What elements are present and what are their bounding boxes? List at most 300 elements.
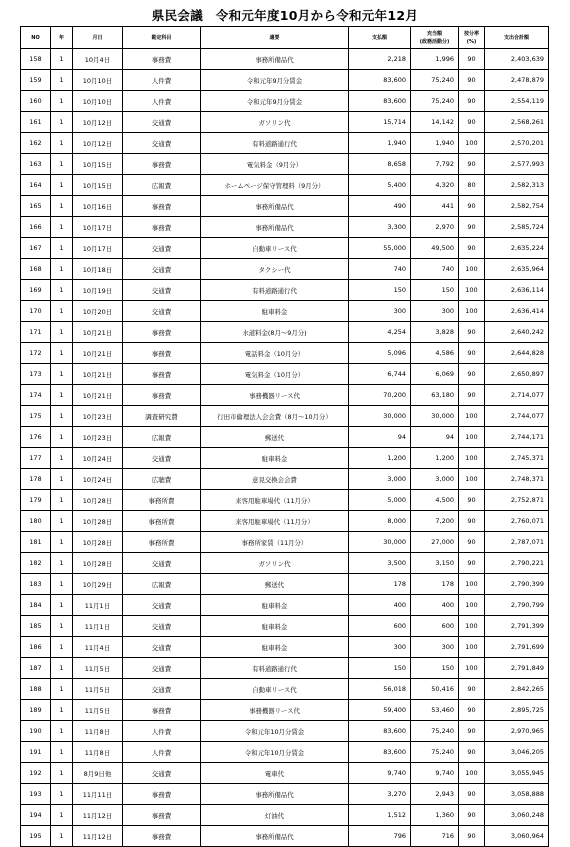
cell-date: 10月28日	[73, 532, 123, 553]
expense-ledger-table	[20, 26, 549, 847]
cell-description: 意見交換会会費	[201, 469, 349, 490]
cell-cumulative: 2,582,313	[485, 175, 549, 196]
cell-no: 175	[21, 406, 51, 427]
table-row	[21, 238, 549, 259]
cell-allocated: 7,792	[411, 154, 459, 175]
cell-year: 1	[51, 742, 73, 763]
cell-year: 1	[51, 511, 73, 532]
header-cumulative: 支出合計額	[485, 27, 549, 49]
table-row	[21, 700, 549, 721]
cell-year: 1	[51, 826, 73, 847]
cell-year: 1	[51, 259, 73, 280]
cell-description: ガソリン代	[201, 112, 349, 133]
cell-category: 交通費	[123, 616, 201, 637]
cell-cumulative: 2,585,724	[485, 217, 549, 238]
header-category: 勘定科目	[123, 27, 201, 49]
cell-ratio: 90	[459, 742, 485, 763]
cell-cumulative: 3,046,205	[485, 742, 549, 763]
cell-category: 人件費	[123, 70, 201, 91]
table-row	[21, 574, 549, 595]
cell-date: 11月5日	[73, 658, 123, 679]
table-row	[21, 742, 549, 763]
table-row	[21, 511, 549, 532]
cell-no: 162	[21, 133, 51, 154]
cell-date: 11月8日	[73, 721, 123, 742]
cell-ratio: 90	[459, 511, 485, 532]
table-row	[21, 217, 549, 238]
cell-category: 交通費	[123, 259, 201, 280]
cell-no: 160	[21, 91, 51, 112]
cell-category: 事務費	[123, 343, 201, 364]
table-row	[21, 112, 549, 133]
cell-description: 電気料金（10月分）	[201, 364, 349, 385]
cell-payment: 15,714	[349, 112, 411, 133]
table-header-row	[21, 27, 549, 49]
table-row	[21, 301, 549, 322]
cell-no: 184	[21, 595, 51, 616]
cell-date: 10月21日	[73, 364, 123, 385]
cell-no: 187	[21, 658, 51, 679]
cell-allocated: 3,000	[411, 469, 459, 490]
cell-ratio: 100	[459, 574, 485, 595]
cell-date: 11月5日	[73, 700, 123, 721]
table-row	[21, 763, 549, 784]
cell-year: 1	[51, 406, 73, 427]
cell-no: 181	[21, 532, 51, 553]
cell-year: 1	[51, 595, 73, 616]
cell-category: 交通費	[123, 301, 201, 322]
cell-no: 169	[21, 280, 51, 301]
cell-no: 189	[21, 700, 51, 721]
cell-date: 11月8日	[73, 742, 123, 763]
cell-ratio: 90	[459, 217, 485, 238]
cell-date: 10月10日	[73, 70, 123, 91]
cell-cumulative: 2,895,725	[485, 700, 549, 721]
cell-description: 事務所備品代	[201, 784, 349, 805]
cell-category: 事務所費	[123, 532, 201, 553]
table-row	[21, 322, 549, 343]
cell-year: 1	[51, 784, 73, 805]
table-row	[21, 637, 549, 658]
cell-category: 交通費	[123, 679, 201, 700]
cell-description: 事務所家賃（11月分）	[201, 532, 349, 553]
cell-category: 交通費	[123, 637, 201, 658]
cell-payment: 8,658	[349, 154, 411, 175]
table-row	[21, 385, 549, 406]
table-row	[21, 826, 549, 847]
cell-no: 195	[21, 826, 51, 847]
cell-cumulative: 2,478,879	[485, 70, 549, 91]
cell-year: 1	[51, 490, 73, 511]
cell-no: 170	[21, 301, 51, 322]
cell-description: 駐車料金	[201, 595, 349, 616]
cell-allocated: 600	[411, 616, 459, 637]
cell-year: 1	[51, 70, 73, 91]
cell-ratio: 100	[459, 637, 485, 658]
cell-description: 令和元年10月分賃金	[201, 742, 349, 763]
cell-no: 172	[21, 343, 51, 364]
cell-date: 10月28日	[73, 490, 123, 511]
cell-date: 10月16日	[73, 196, 123, 217]
cell-year: 1	[51, 637, 73, 658]
header-ratio-line1: 按分率	[463, 30, 479, 37]
header-payment: 支払額	[349, 27, 411, 49]
cell-no: 165	[21, 196, 51, 217]
cell-cumulative: 2,650,897	[485, 364, 549, 385]
cell-payment: 6,744	[349, 364, 411, 385]
table-row	[21, 343, 549, 364]
cell-no: 161	[21, 112, 51, 133]
cell-allocated: 3,828	[411, 322, 459, 343]
cell-payment: 94	[349, 427, 411, 448]
cell-allocated: 75,240	[411, 91, 459, 112]
table-row	[21, 784, 549, 805]
cell-payment: 1,512	[349, 805, 411, 826]
cell-date: 10月17日	[73, 238, 123, 259]
cell-cumulative: 2,791,849	[485, 658, 549, 679]
cell-category: 人件費	[123, 742, 201, 763]
cell-no: 179	[21, 490, 51, 511]
table-row	[21, 49, 549, 70]
cell-no: 177	[21, 448, 51, 469]
cell-category: 広報費	[123, 175, 201, 196]
cell-payment: 3,300	[349, 217, 411, 238]
cell-payment: 70,200	[349, 385, 411, 406]
cell-year: 1	[51, 448, 73, 469]
cell-payment: 56,018	[349, 679, 411, 700]
cell-ratio: 90	[459, 322, 485, 343]
cell-year: 1	[51, 112, 73, 133]
cell-year: 1	[51, 763, 73, 784]
cell-cumulative: 2,970,965	[485, 721, 549, 742]
table-row	[21, 805, 549, 826]
cell-cumulative: 2,570,201	[485, 133, 549, 154]
cell-ratio: 100	[459, 280, 485, 301]
cell-date: 10月23日	[73, 427, 123, 448]
cell-ratio: 90	[459, 805, 485, 826]
header-year: 年	[51, 27, 73, 49]
cell-year: 1	[51, 469, 73, 490]
cell-year: 1	[51, 385, 73, 406]
cell-ratio: 90	[459, 532, 485, 553]
cell-year: 1	[51, 49, 73, 70]
cell-description: 駐車料金	[201, 301, 349, 322]
cell-ratio: 100	[459, 616, 485, 637]
cell-date: 10月21日	[73, 343, 123, 364]
cell-ratio: 100	[459, 595, 485, 616]
cell-description: 水道料金(8月～9月分)	[201, 322, 349, 343]
cell-cumulative: 2,748,371	[485, 469, 549, 490]
cell-date: 10月29日	[73, 574, 123, 595]
cell-description: 行田市倫理法人会会費（8月～10月分）	[201, 406, 349, 427]
cell-payment: 150	[349, 280, 411, 301]
cell-date: 11月4日	[73, 637, 123, 658]
cell-payment: 83,600	[349, 721, 411, 742]
header-allocated	[411, 27, 459, 49]
cell-payment: 8,000	[349, 511, 411, 532]
cell-no: 191	[21, 742, 51, 763]
table-row	[21, 406, 549, 427]
cell-category: 事務費	[123, 385, 201, 406]
cell-cumulative: 2,403,639	[485, 49, 549, 70]
cell-year: 1	[51, 721, 73, 742]
cell-allocated: 30,000	[411, 406, 459, 427]
header-allocated-line1: 充当額	[426, 30, 442, 37]
table-row	[21, 259, 549, 280]
cell-cumulative: 2,752,871	[485, 490, 549, 511]
cell-no: 174	[21, 385, 51, 406]
cell-category: 事務費	[123, 217, 201, 238]
cell-ratio: 90	[459, 700, 485, 721]
cell-ratio: 90	[459, 553, 485, 574]
cell-description: 来客用駐車場代（11月分）	[201, 490, 349, 511]
cell-no: 192	[21, 763, 51, 784]
cell-allocated: 9,740	[411, 763, 459, 784]
cell-date: 10月28日	[73, 553, 123, 574]
cell-category: 交通費	[123, 553, 201, 574]
cell-payment: 2,218	[349, 49, 411, 70]
cell-description: 令和元年9月分賃金	[201, 70, 349, 91]
cell-allocated: 75,240	[411, 721, 459, 742]
cell-date: 10月4日	[73, 49, 123, 70]
cell-allocated: 4,500	[411, 490, 459, 511]
cell-payment: 150	[349, 658, 411, 679]
cell-category: 事務費	[123, 805, 201, 826]
cell-payment: 5,000	[349, 490, 411, 511]
cell-category: 事務費	[123, 322, 201, 343]
document-title: 県民会議 令和元年度10月から令和元年12月	[151, 8, 419, 23]
cell-date: 10月15日	[73, 175, 123, 196]
cell-allocated: 7,200	[411, 511, 459, 532]
cell-year: 1	[51, 700, 73, 721]
cell-payment: 59,400	[349, 700, 411, 721]
cell-ratio: 100	[459, 427, 485, 448]
cell-allocated: 27,000	[411, 532, 459, 553]
cell-year: 1	[51, 805, 73, 826]
cell-ratio: 90	[459, 679, 485, 700]
cell-date: 10月12日	[73, 112, 123, 133]
cell-category: 交通費	[123, 595, 201, 616]
cell-no: 176	[21, 427, 51, 448]
cell-ratio: 90	[459, 784, 485, 805]
cell-date: 10月23日	[73, 406, 123, 427]
cell-no: 158	[21, 49, 51, 70]
table-row	[21, 490, 549, 511]
cell-no: 168	[21, 259, 51, 280]
cell-payment: 83,600	[349, 70, 411, 91]
cell-ratio: 90	[459, 490, 485, 511]
cell-payment: 5,400	[349, 175, 411, 196]
table-row	[21, 679, 549, 700]
cell-payment: 1,200	[349, 448, 411, 469]
cell-allocated: 740	[411, 259, 459, 280]
cell-category: 交通費	[123, 133, 201, 154]
cell-cumulative: 2,744,171	[485, 427, 549, 448]
cell-ratio: 100	[459, 469, 485, 490]
header-ratio	[459, 27, 485, 49]
cell-cumulative: 2,640,242	[485, 322, 549, 343]
cell-no: 171	[21, 322, 51, 343]
cell-ratio: 90	[459, 721, 485, 742]
cell-category: 事務費	[123, 826, 201, 847]
cell-category: 交通費	[123, 280, 201, 301]
table-row	[21, 364, 549, 385]
cell-description: ガソリン代	[201, 553, 349, 574]
cell-no: 194	[21, 805, 51, 826]
cell-no: 178	[21, 469, 51, 490]
cell-allocated: 50,416	[411, 679, 459, 700]
cell-date: 10月21日	[73, 322, 123, 343]
header-date: 月日	[73, 27, 123, 49]
cell-allocated: 178	[411, 574, 459, 595]
cell-allocated: 63,180	[411, 385, 459, 406]
cell-no: 163	[21, 154, 51, 175]
cell-allocated: 3,150	[411, 553, 459, 574]
cell-cumulative: 2,790,399	[485, 574, 549, 595]
cell-category: 事務費	[123, 154, 201, 175]
cell-ratio: 90	[459, 49, 485, 70]
cell-allocated: 4,586	[411, 343, 459, 364]
cell-date: 10月12日	[73, 133, 123, 154]
cell-description: 郵送代	[201, 574, 349, 595]
cell-year: 1	[51, 133, 73, 154]
cell-description: 令和元年10月分賃金	[201, 721, 349, 742]
cell-ratio: 90	[459, 70, 485, 91]
cell-cumulative: 2,577,993	[485, 154, 549, 175]
cell-ratio: 90	[459, 91, 485, 112]
cell-cumulative: 2,787,071	[485, 532, 549, 553]
cell-allocated: 716	[411, 826, 459, 847]
cell-cumulative: 2,790,221	[485, 553, 549, 574]
cell-no: 183	[21, 574, 51, 595]
cell-date: 10月19日	[73, 280, 123, 301]
cell-cumulative: 2,790,799	[485, 595, 549, 616]
cell-cumulative: 2,744,077	[485, 406, 549, 427]
cell-category: 事務費	[123, 700, 201, 721]
cell-no: 193	[21, 784, 51, 805]
cell-allocated: 1,200	[411, 448, 459, 469]
cell-year: 1	[51, 574, 73, 595]
cell-description: 事務所備品代	[201, 217, 349, 238]
cell-allocated: 75,240	[411, 742, 459, 763]
cell-allocated: 400	[411, 595, 459, 616]
cell-cumulative: 2,582,754	[485, 196, 549, 217]
cell-date: 10月10日	[73, 91, 123, 112]
cell-year: 1	[51, 532, 73, 553]
cell-description: 令和元年9月分賃金	[201, 91, 349, 112]
cell-date: 11月12日	[73, 826, 123, 847]
cell-category: 事務所費	[123, 511, 201, 532]
cell-allocated: 53,460	[411, 700, 459, 721]
cell-ratio: 90	[459, 154, 485, 175]
table-row	[21, 469, 549, 490]
cell-category: 事務費	[123, 784, 201, 805]
cell-allocated: 49,500	[411, 238, 459, 259]
cell-allocated: 14,142	[411, 112, 459, 133]
cell-description: ホームページ保守管理料（9月分）	[201, 175, 349, 196]
cell-allocated: 150	[411, 280, 459, 301]
cell-description: 駐車料金	[201, 637, 349, 658]
cell-date: 10月28日	[73, 511, 123, 532]
cell-cumulative: 2,791,399	[485, 616, 549, 637]
cell-ratio: 100	[459, 133, 485, 154]
cell-date: 11月11日	[73, 784, 123, 805]
cell-category: 広報費	[123, 574, 201, 595]
header-allocated-line2: (政務活動分)	[419, 38, 450, 45]
table-row	[21, 658, 549, 679]
table-body	[21, 49, 549, 847]
cell-category: 広報費	[123, 427, 201, 448]
cell-description: 駐車料金	[201, 448, 349, 469]
cell-year: 1	[51, 658, 73, 679]
cell-date: 8月9日他	[73, 763, 123, 784]
cell-date: 11月1日	[73, 616, 123, 637]
cell-cumulative: 2,635,224	[485, 238, 549, 259]
cell-ratio: 80	[459, 175, 485, 196]
cell-payment: 796	[349, 826, 411, 847]
cell-cumulative: 2,568,261	[485, 112, 549, 133]
cell-date: 10月18日	[73, 259, 123, 280]
table-row	[21, 196, 549, 217]
cell-allocated: 94	[411, 427, 459, 448]
cell-category: 事務費	[123, 49, 201, 70]
cell-no: 164	[21, 175, 51, 196]
header-ratio-line2: (%)	[466, 38, 477, 45]
cell-description: タクシー代	[201, 259, 349, 280]
cell-cumulative: 2,760,071	[485, 511, 549, 532]
cell-payment: 300	[349, 301, 411, 322]
table-row	[21, 616, 549, 637]
cell-description: 有料道路通行代	[201, 658, 349, 679]
cell-no: 159	[21, 70, 51, 91]
cell-cumulative: 2,714,077	[485, 385, 549, 406]
cell-description: 事務所備品代	[201, 49, 349, 70]
table-row	[21, 175, 549, 196]
table-row	[21, 133, 549, 154]
cell-year: 1	[51, 322, 73, 343]
cell-year: 1	[51, 196, 73, 217]
cell-payment: 300	[349, 637, 411, 658]
cell-no: 166	[21, 217, 51, 238]
table-row	[21, 553, 549, 574]
cell-no: 186	[21, 637, 51, 658]
cell-year: 1	[51, 238, 73, 259]
cell-payment: 3,270	[349, 784, 411, 805]
cell-year: 1	[51, 154, 73, 175]
cell-payment: 83,600	[349, 742, 411, 763]
cell-no: 173	[21, 364, 51, 385]
table-row	[21, 595, 549, 616]
cell-category: 交通費	[123, 658, 201, 679]
table-row	[21, 448, 549, 469]
cell-year: 1	[51, 280, 73, 301]
cell-no: 190	[21, 721, 51, 742]
cell-ratio: 100	[459, 763, 485, 784]
cell-cumulative: 2,636,114	[485, 280, 549, 301]
table-row	[21, 154, 549, 175]
cell-description: 灯油代	[201, 805, 349, 826]
table-row	[21, 532, 549, 553]
cell-cumulative: 2,636,414	[485, 301, 549, 322]
cell-allocated: 1,360	[411, 805, 459, 826]
cell-cumulative: 2,842,265	[485, 679, 549, 700]
cell-payment: 5,096	[349, 343, 411, 364]
cell-date: 11月1日	[73, 595, 123, 616]
table-row	[21, 721, 549, 742]
cell-payment: 83,600	[349, 91, 411, 112]
cell-no: 180	[21, 511, 51, 532]
cell-category: 交通費	[123, 448, 201, 469]
